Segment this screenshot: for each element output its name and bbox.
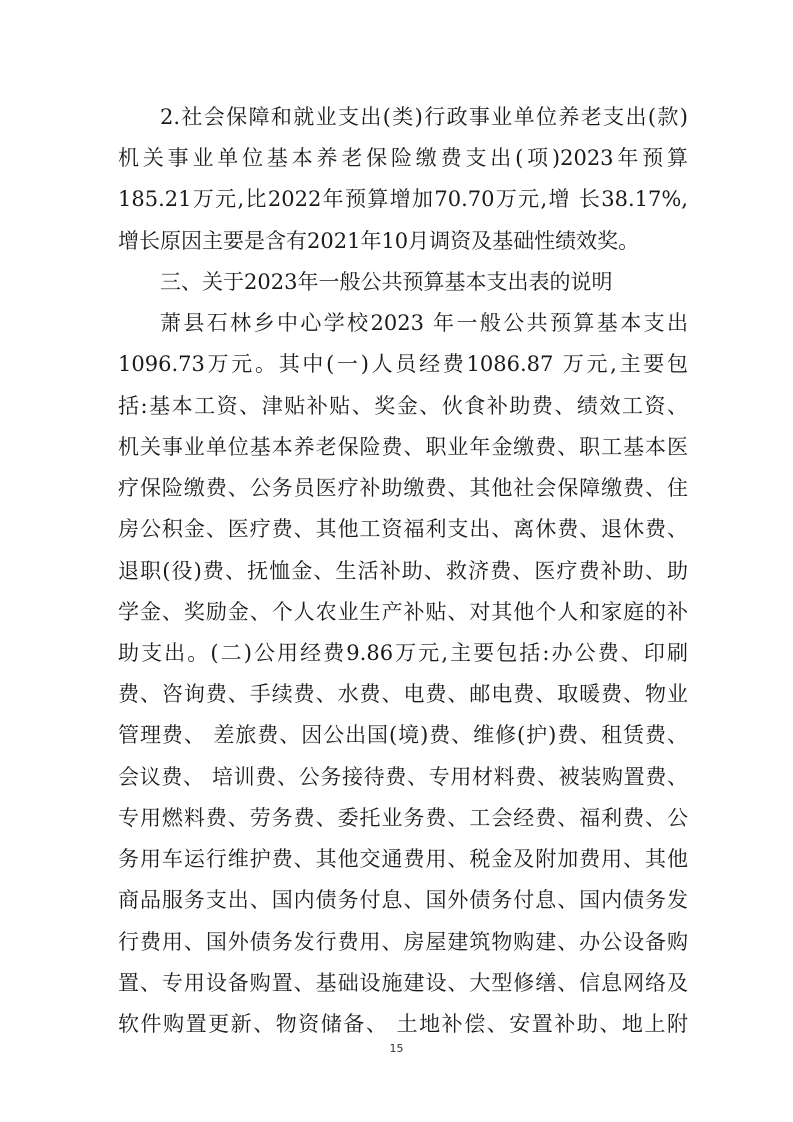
paragraph-line: 机关事业单位基本养老保险缴费支出(项)2023年预算 — [118, 146, 688, 170]
paragraph-line: 疗保险缴费、公务员医疗补助缴费、其他社会保障缴费、住 — [118, 476, 688, 500]
paragraph-line: 管理费、 差旅费、因公出国(境)费、维修(护)费、租赁费、 — [118, 723, 688, 747]
paragraph-line: 房公积金、医疗费、其他工资福利支出、离休费、退休费、 — [118, 517, 688, 541]
paragraph-line: 置、专用设备购置、基础设施建设、大型修缮、信息网络及 — [118, 971, 688, 995]
paragraph-line: 行费用、国外债务发行费用、房屋建筑物购建、办公设备购 — [118, 930, 688, 954]
paragraph-line: 185.21万元,比2022年预算增加70.70万元,增 长38.17%, — [118, 187, 688, 211]
paragraph-line: 务用车运行维护费、其他交通费用、税金及附加费用、其他 — [118, 847, 688, 871]
paragraph-line: 括:基本工资、津贴补贴、奖金、伙食补助费、绩效工资、 — [118, 394, 688, 418]
paragraph-line: 专用燃料费、劳务费、委托业务费、工会经费、福利费、公 — [118, 806, 688, 830]
paragraph-line: 增长原因主要是含有2021年10月调资及基础性绩效奖。 — [118, 229, 640, 253]
paragraph-line: 萧县石林乡中心学校2023 年一般公共预算基本支出 — [160, 311, 688, 335]
paragraph-line: 机关事业单位基本养老保险费、职业年金缴费、职工基本医 — [118, 435, 688, 459]
paragraph-line: 1096.73万元。其中(一)人员经费1086.87 万元,主要包 — [118, 352, 688, 376]
paragraph-line: 学金、奖励金、个人农业生产补贴、对其他个人和家庭的补 — [118, 600, 688, 624]
section-heading: 三、关于2023年一般公共预算基本支出表的说明 — [160, 270, 613, 294]
paragraph-line: 会议费、 培训费、公务接待费、专用材料费、被装购置费、 — [118, 765, 688, 789]
paragraph-line: 2.社会保障和就业支出(类)行政事业单位养老支出(款) — [160, 105, 688, 129]
page-number: 15 — [389, 1042, 404, 1055]
paragraph-line: 助支出。(二)公用经费9.86万元,主要包括:办公费、印刷 — [118, 641, 688, 665]
paragraph-line: 费、咨询费、手续费、水费、电费、邮电费、取暖费、物业 — [118, 682, 688, 706]
paragraph-line: 退职(役)费、抚恤金、生活补助、救济费、医疗费补助、助 — [118, 559, 688, 583]
paragraph-line: 软件购置更新、物资储备、 土地补偿、安置补助、地上附 — [118, 1012, 688, 1036]
paragraph-line: 商品服务支出、国内债务付息、国外债务付息、国内债务发 — [118, 888, 688, 912]
